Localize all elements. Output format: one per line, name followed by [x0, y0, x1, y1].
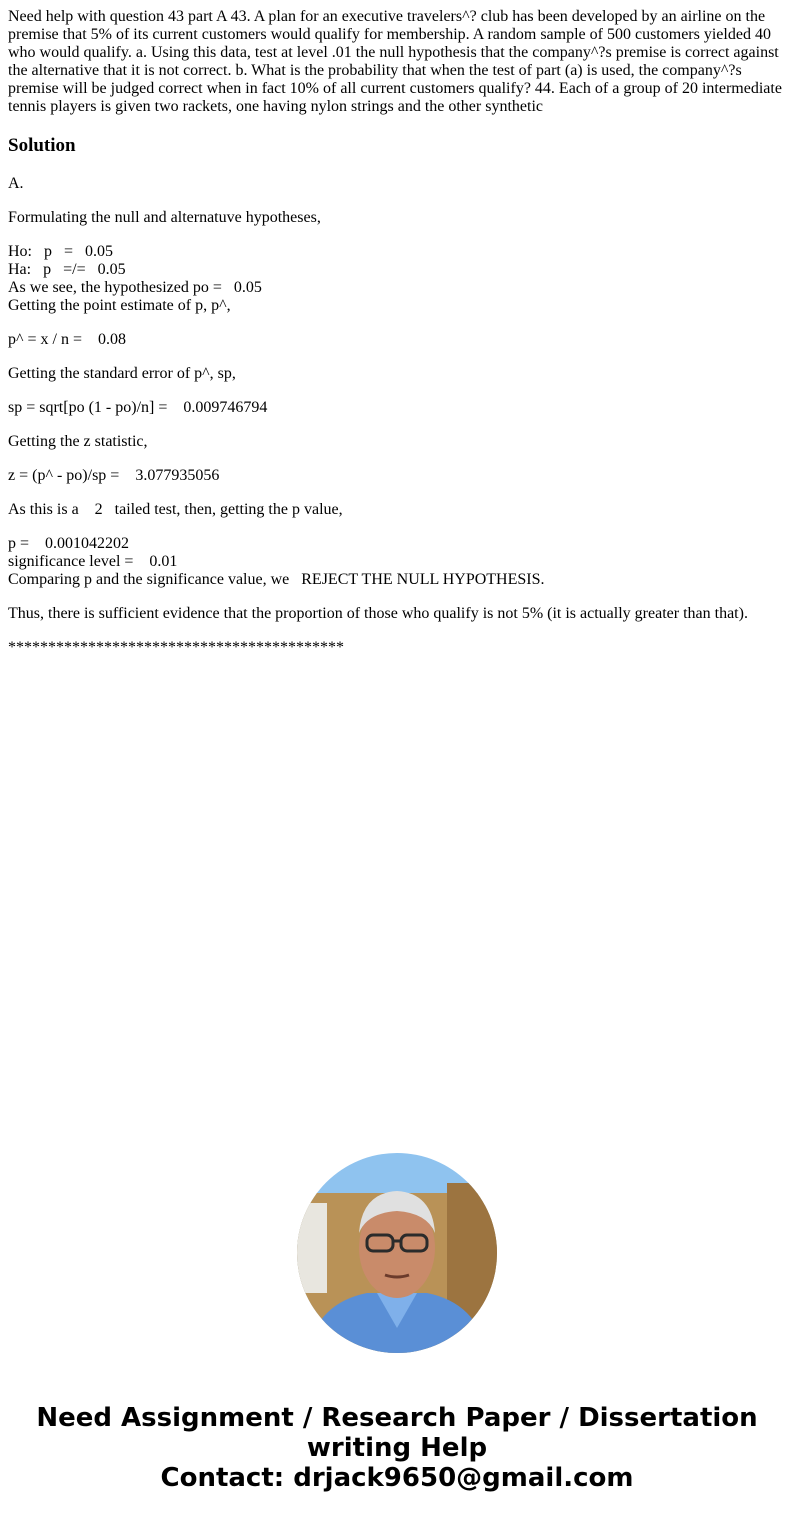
document-body: [8, 8, 786, 657]
question-text: Need help with question 43 part A 43. A plan for an executive travelers^? club has been developed by an airline on the premise that 5% of its current customers would qualify for membership. A random sample of 500 customers yielded 40 who would qualify. a. Using this data, test at level .01 the null hypothesis that the company^?s premise is correct against the alternative that it is not correct. b. What is the probability that when the test of part (a) is used, the company^?s premise will be judged correct when in fact 10% of all current customers qualify? 44. Each of a group of 20 intermediate tennis players is given two rackets, one having nylon strings and the other synthetic: [8, 8, 782, 115]
null-hypothesis: Ho: p = 0.05: [8, 243, 114, 260]
z-statistic-intro: Getting the z statistic,: [8, 433, 148, 450]
point-estimate: p^ = x / n = 0.08: [8, 331, 126, 348]
decision-text: Comparing p and the significance value, we REJECT THE NULL HYPOTHESIS.: [8, 571, 545, 588]
hypotheses-block: [8, 243, 786, 315]
hypothesized-value: As we see, the hypothesized po = 0.05: [8, 279, 262, 296]
tail-test-text: As this is a 2 tailed test, then, getting the p value,: [8, 501, 343, 518]
footer-contact-line: Contact: drjack9650@gmail.com: [160, 1463, 634, 1493]
author-avatar: [297, 1153, 497, 1353]
solution-heading: Solution: [8, 135, 76, 156]
p-value-block: [8, 535, 786, 589]
significance-level: significance level = 0.01: [8, 553, 178, 570]
standard-error-intro: Getting the standard error of p^, sp,: [8, 365, 236, 382]
point-estimate-intro: Getting the point estimate of p, p^,: [8, 297, 231, 314]
hypotheses-intro: Formulating the null and alternatuve hypotheses,: [8, 209, 321, 226]
footer-line-2: writing Help: [306, 1433, 488, 1463]
p-value: p = 0.001042202: [8, 535, 130, 552]
footer-contact-banner: [0, 1403, 794, 1493]
standard-error: sp = sqrt[po (1 - po)/n] = 0.009746794: [8, 399, 268, 416]
part-label: A.: [8, 175, 24, 192]
alternative-hypothesis: Ha: p =/= 0.05: [8, 261, 126, 278]
avatar-portrait-image: [297, 1153, 497, 1353]
separator-line: ******************************************: [8, 639, 344, 656]
conclusion-text: Thus, there is sufficient evidence that the proportion of those who qualify is not 5% (it is actually greater than that).: [8, 605, 748, 622]
z-statistic: z = (p^ - po)/sp = 3.077935056: [8, 467, 220, 484]
footer-line-1: Need Assignment / Research Paper / Dissertation: [36, 1403, 758, 1433]
